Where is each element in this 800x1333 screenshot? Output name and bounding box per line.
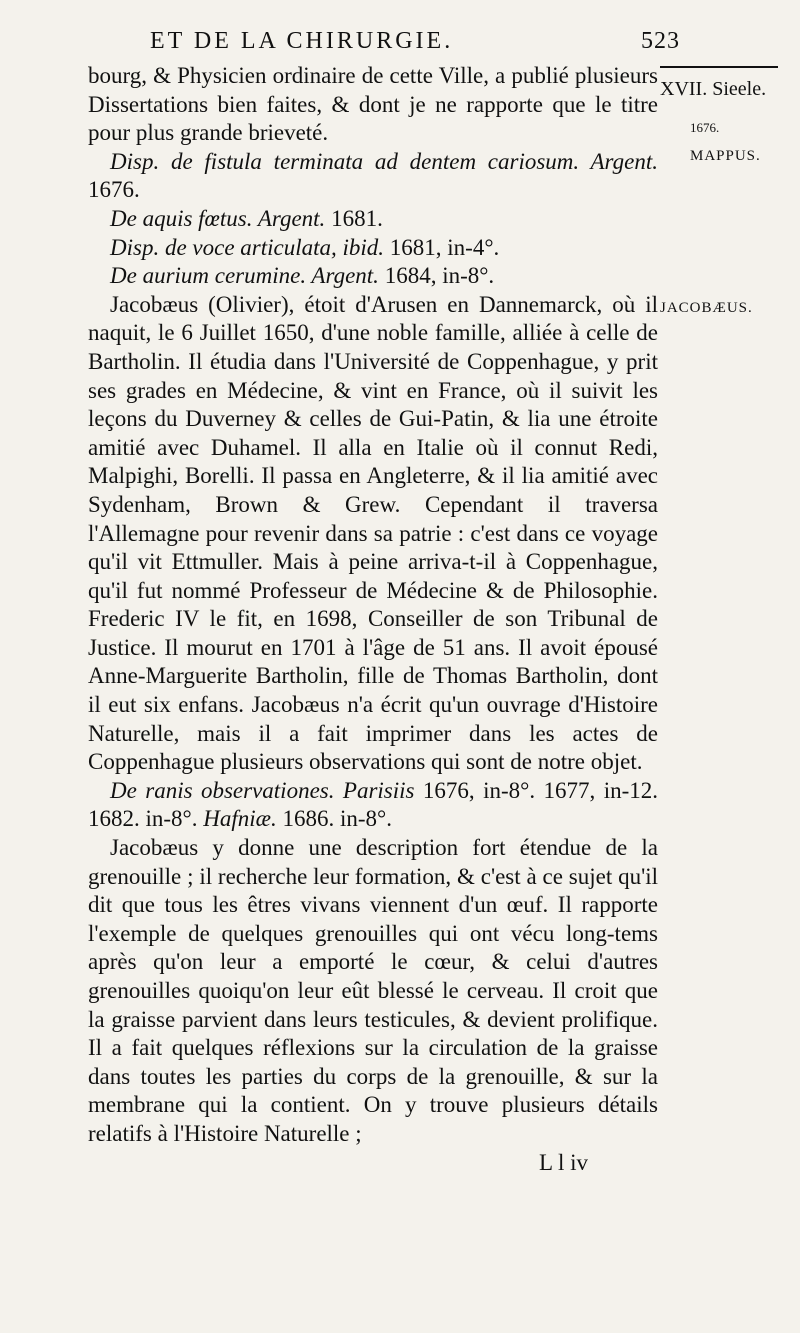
margin-rule: [660, 66, 778, 68]
citation-voce: [88, 234, 658, 263]
citation-year: 1686. in-8°.: [276, 806, 392, 832]
margin-name-mappus: MAPPUS.: [690, 148, 761, 164]
paragraph-jacobaeus-bio: Jacobæus (Olivier), étoit d'Arusen en Dannemarck, où il naquit, le 6 Juillet 1650, d'une noble famille, alliée à celle de Bartholin. Il étudia dans l'Université de Coppenhague, y prit ses grades en Médecine, & vint en France, où il suivit les leçons du Duverney & celles de Gui-Patin, & lia une étroite amitié avec Duhamel. Il alla en Italie où il connut Redi, Malpighi, Borelli. Il passa en Angleterre, & il lia amitié avec Sydenham, Brown & Grew. Cependant il traversa l'Allemagne pour revenir dans sa patrie : c'est dans ce voyage qu'il vit Ettmuller. Mais à peine arriva-t-il à Coppenhague, qu'il fut nommé Professeur de Médecine & de Philosophie. Frederic IV le fit, en 1698, Conseiller de son Tribunal de Justice. Il mourut en 1701 à l'âge de 51 ans. Il avoit épousé Anne-Marguerite Bartholin, fille de Thomas Bartholin, dont il eut six enfans. Jacobæus n'a écrit qu'un ouvrage d'Histoire Naturelle, mais il a fait imprimer dans les actes de Coppenhague plusieurs observations qui sont de notre objet.: [88, 291, 658, 775]
citation-editions: 1676, in-8°. 1677, in-12. 1682. in-8°.: [88, 777, 658, 832]
citation-title: Disp. de fistula terminata ad dentem cariosum. Argent.: [110, 148, 658, 174]
margin-century: XVII. Sieele.: [660, 78, 767, 100]
margin-name-jacobaeus: JACOBÆUS.: [660, 300, 753, 316]
citation-title: De aurium cerumine. Argent.: [110, 263, 379, 289]
paragraph-grenouille: Jacobæus y donne une description fort étendue de la grenouille ; il recherche leur formation, & c'est à ce sujet qu'il dit que tous les êtres vivans viennent d'un œuf. Il rapporte l'exemple de quelques grenouilles qui ont vécu long-tems après qu'on leur a emporté le cœur, & celui d'autres grenouilles quoiqu'on leur eût blessé le cerveau. Il croit que la graisse parvient dans leurs testicules, & devient prolifique. Il a fait quelques réflexions sur la circulation de la graisse dans toutes les parties du corps de la grenouille, & sur la membrane qui la contient. On y trouve plusieurs détails relatifs à l'Histoire Naturelle ;: [88, 835, 658, 1146]
citation-aquis: [88, 205, 658, 234]
signature-mark: L l iv: [539, 1149, 588, 1175]
citation-ranis: [88, 777, 658, 834]
page-number: 523: [641, 28, 680, 54]
paragraph-intro: bourg, & Physicien ordinaire de cette Ville, a publié plusieurs Dissertations bien faites, & dont je ne rapporte que le titre pour plus grande brieveté.: [88, 63, 658, 146]
body-text: [88, 62, 658, 1177]
citation-cerumine: [88, 262, 658, 291]
citation-place: Hafniæ.: [203, 806, 277, 832]
citation-title: Disp. de voce articulata, ibid.: [110, 234, 385, 260]
citation-fistula: [88, 148, 658, 205]
header-title: ET DE LA CHIRURGIE.: [150, 28, 454, 54]
citation-title: De ranis observationes. Parisiis: [110, 777, 415, 803]
running-header: [150, 28, 680, 55]
citation-year: 1684, in-8°.: [378, 263, 495, 289]
margin-year: 1676.: [690, 120, 720, 135]
citation-year: 1681.: [325, 205, 383, 231]
citation-year: 1676.: [88, 177, 140, 203]
citation-year: 1681, in-4°.: [384, 234, 500, 260]
citation-title: De aquis fœtus. Argent.: [110, 205, 326, 231]
